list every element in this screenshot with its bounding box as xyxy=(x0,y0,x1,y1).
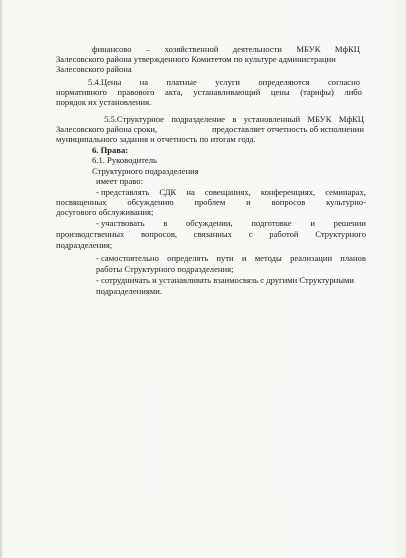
word: и xyxy=(310,218,315,228)
text-line xyxy=(56,54,336,64)
word: Залесовского района сроки, xyxy=(56,124,158,134)
line-text: имеет право: xyxy=(96,176,143,186)
word: связанных xyxy=(193,229,232,239)
word: подготовке xyxy=(251,218,292,228)
word: определяются xyxy=(258,77,310,87)
word: с xyxy=(248,229,253,239)
text-line xyxy=(88,77,360,87)
word: на xyxy=(139,77,149,87)
text-line xyxy=(56,64,132,74)
text-line xyxy=(96,176,143,186)
word: хозяйственной xyxy=(164,44,219,54)
scan-edge xyxy=(0,0,2,558)
text-line xyxy=(56,229,366,239)
text-line xyxy=(96,187,366,197)
word: нормативного xyxy=(56,87,107,97)
word: конференциях, xyxy=(260,187,316,197)
text-line xyxy=(96,218,366,228)
word: МБУК xyxy=(296,44,321,54)
word: платные xyxy=(166,77,197,87)
word: правового xyxy=(117,87,155,97)
word: культурно- xyxy=(326,197,366,207)
word: 5.4.Цены xyxy=(88,77,122,87)
word: устанавливающий xyxy=(193,87,261,97)
line-text: Залесовского района утвержденного Комитетом по культуре администрации xyxy=(56,54,336,64)
word: - участвовать xyxy=(96,218,145,228)
word: совещаниях, xyxy=(204,187,251,197)
word: цены xyxy=(270,87,290,97)
line-text: порядок их установления. xyxy=(56,97,152,107)
word: вопросов, xyxy=(141,229,178,239)
word: обсуждении, xyxy=(186,218,233,228)
word: решении xyxy=(333,218,366,228)
text-line xyxy=(56,207,153,217)
line-text: - сотрудничать и устанавливать взаимосвязь с другими Структурными xyxy=(96,275,355,285)
word: обсуждению xyxy=(127,197,174,207)
text-line xyxy=(56,97,151,107)
word: - представлять xyxy=(96,187,150,197)
word: акта, xyxy=(165,87,183,97)
word: и xyxy=(241,253,247,263)
word: либо xyxy=(344,87,362,97)
word: семинарах, xyxy=(325,187,366,197)
word: работой xyxy=(269,229,299,239)
word: и xyxy=(246,197,251,207)
text-line xyxy=(56,240,112,250)
line-text: Залесовского района xyxy=(56,64,132,74)
word: на xyxy=(186,187,195,197)
text-line xyxy=(104,114,364,124)
text-line xyxy=(92,166,199,176)
word: услуги xyxy=(215,77,241,87)
word: МфКЦ xyxy=(334,44,360,54)
line-text: досугового обслуживания; xyxy=(56,207,154,217)
line-text: подразделения; xyxy=(56,240,113,250)
word: определять xyxy=(167,253,209,263)
word: планов xyxy=(340,253,366,263)
word: производственных xyxy=(56,229,125,239)
word: пути xyxy=(216,253,234,263)
section-heading xyxy=(92,145,128,155)
text-line xyxy=(56,124,364,134)
word: (тарифы) xyxy=(300,87,334,97)
line-text: работы Структурного подразделения; xyxy=(96,264,234,274)
word: МБУК xyxy=(307,114,332,124)
word: методы xyxy=(254,253,282,263)
text-line xyxy=(92,44,360,54)
text-line xyxy=(56,87,362,97)
text-line xyxy=(56,197,366,207)
word: реализации xyxy=(290,253,333,263)
text-line xyxy=(96,286,162,296)
word: предоставляет отчетность об исполнении xyxy=(212,124,364,134)
line-text: 6.1. Руководитель xyxy=(92,155,157,165)
word: в xyxy=(163,218,168,228)
heading-text: 6. Права: xyxy=(92,145,129,155)
text-line xyxy=(96,264,233,274)
word: Структурного xyxy=(315,229,366,239)
word: - самостоятельно xyxy=(96,253,159,263)
word: финансово xyxy=(92,44,132,54)
word: согласно xyxy=(327,77,360,87)
text-line xyxy=(96,275,354,285)
word: установленный xyxy=(243,114,301,124)
line-text: муниципального задания и отчетность по итогам года. xyxy=(56,134,256,144)
word: – xyxy=(145,44,151,54)
word: посвященных xyxy=(56,197,107,207)
word: вопросов xyxy=(271,197,306,207)
word: СДК xyxy=(159,187,177,197)
word: подразделение xyxy=(171,114,225,124)
word: в xyxy=(232,114,237,124)
line-text: подразделениями. xyxy=(96,286,162,296)
text-line xyxy=(96,253,366,263)
text-line xyxy=(56,134,256,144)
word: проблем xyxy=(194,197,226,207)
word: деятельности xyxy=(232,44,282,54)
word: МфКЦ xyxy=(338,114,364,124)
text-line xyxy=(92,155,157,165)
word: 5.5.Структурное xyxy=(104,114,164,124)
line-text: Структурного подразделения xyxy=(92,166,199,176)
